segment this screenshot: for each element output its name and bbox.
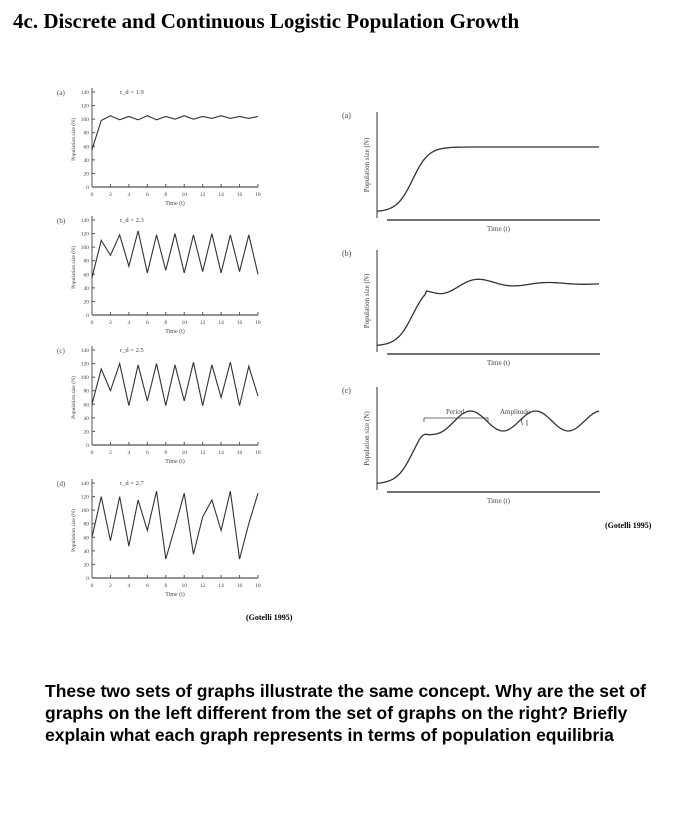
x-axis-label: Time (t) — [165, 201, 185, 207]
y-tick-label: 40 — [83, 415, 89, 422]
population-series — [92, 116, 258, 150]
x-tick-label: 10 — [181, 320, 187, 326]
y-tick-label: 100 — [80, 508, 89, 515]
population-curve — [377, 279, 599, 345]
rd-label: r_d = 1.9 — [120, 89, 144, 96]
x-tick-label: 8 — [164, 192, 168, 198]
x-tick-label: 10 — [181, 192, 187, 198]
y-axis-label: Population size (N) — [71, 246, 77, 289]
x-axis-label: Time (t) — [165, 592, 185, 598]
y-tick-label: 140 — [80, 90, 89, 96]
y-tick-label: 20 — [83, 562, 89, 569]
y-axis-label: Population size (N) — [363, 273, 371, 329]
credit-left: (Gotelli 1995) — [246, 613, 293, 622]
y-tick-label: 80 — [83, 130, 89, 137]
x-tick-label: 12 — [199, 192, 206, 198]
y-axis-label: Population size (N) — [363, 411, 371, 466]
page-title: 4c. Discrete and Continuous Logistic Population Growth — [13, 9, 520, 33]
y-tick-label: 80 — [83, 258, 89, 265]
y-tick-label: 80 — [83, 521, 89, 528]
y-tick-label: 20 — [83, 429, 89, 436]
x-tick-label: 6 — [145, 320, 149, 326]
y-axis-label: Population size (N) — [363, 137, 371, 193]
population-series — [92, 362, 258, 405]
y-tick-label: 60 — [83, 402, 89, 409]
y-tick-label: 120 — [80, 103, 89, 110]
x-tick-label: 2 — [109, 583, 112, 589]
y-tick-label: 140 — [80, 481, 89, 487]
x-tick-label: 14 — [218, 192, 224, 198]
x-tick-label: 18 — [255, 583, 261, 589]
x-tick-label: 14 — [218, 450, 224, 456]
x-tick-label: 8 — [164, 450, 168, 456]
panel-label: (b) — [342, 249, 352, 258]
y-tick-label: 140 — [80, 218, 89, 224]
x-tick-label: 16 — [236, 583, 243, 589]
x-tick-label: 12 — [199, 320, 206, 326]
y-tick-label: 60 — [83, 272, 89, 279]
x-tick-label: 18 — [255, 192, 261, 198]
rd-label: r_d = 2.7 — [120, 480, 144, 487]
x-tick-label: 0 — [90, 450, 94, 456]
y-tick-label: 20 — [83, 171, 89, 178]
x-tick-label: 8 — [164, 583, 168, 589]
x-tick-label: 16 — [236, 450, 243, 456]
x-tick-label: 10 — [181, 583, 187, 589]
x-tick-label: 2 — [109, 450, 112, 456]
y-tick-label: 120 — [80, 231, 89, 238]
y-tick-label: 100 — [80, 375, 89, 382]
y-tick-label: 120 — [80, 494, 89, 501]
x-tick-label: 6 — [145, 583, 149, 589]
x-tick-label: 6 — [145, 450, 149, 456]
rd-label: r_d = 2.3 — [120, 217, 144, 224]
panel-label: (c) — [57, 347, 65, 355]
y-tick-label: 60 — [83, 144, 89, 151]
rd-label: r_d = 2.5 — [120, 347, 144, 354]
panel-label: (a) — [57, 89, 65, 97]
period-label: Period — [446, 407, 465, 416]
x-tick-label: 4 — [127, 450, 131, 456]
x-axis-label: Time (t) — [165, 459, 185, 465]
x-tick-label: 6 — [145, 192, 149, 198]
x-tick-label: 16 — [236, 192, 243, 198]
y-tick-label: 0 — [86, 576, 89, 582]
y-tick-label: 80 — [83, 388, 89, 395]
x-tick-label: 0 — [90, 192, 94, 198]
amplitude-label: Amplitude — [500, 407, 530, 416]
x-tick-label: 18 — [255, 450, 261, 456]
x-tick-label: 8 — [164, 320, 168, 326]
x-tick-label: 2 — [109, 192, 112, 198]
question-text: These two sets of graphs illustrate the same concept. Why are the set of graphs on the left different from the set of graphs on the right? Briefly explain what each graph represents in terms of population equilibria — [45, 681, 646, 745]
y-tick-label: 0 — [86, 313, 89, 319]
x-tick-label: 10 — [181, 450, 187, 456]
x-axis-label: Time (t) — [487, 359, 510, 367]
population-curve — [377, 147, 599, 211]
x-tick-label: 4 — [127, 320, 131, 326]
x-axis-label: Time (t) — [487, 497, 510, 505]
y-tick-label: 40 — [83, 285, 89, 292]
y-axis-label: Population size (N) — [71, 509, 77, 552]
y-tick-label: 120 — [80, 361, 89, 368]
x-tick-label: 4 — [127, 583, 131, 589]
panel-label: (b) — [57, 217, 66, 225]
x-tick-label: 12 — [199, 450, 206, 456]
y-tick-label: 60 — [83, 535, 89, 542]
x-tick-label: 14 — [218, 320, 224, 326]
y-tick-label: 40 — [83, 548, 89, 555]
x-tick-label: 14 — [218, 583, 224, 589]
x-tick-label: 2 — [109, 320, 112, 326]
x-axis-label: Time (t) — [165, 329, 185, 335]
x-tick-label: 0 — [90, 320, 94, 326]
y-tick-label: 140 — [80, 348, 89, 354]
panel-label: (d) — [57, 480, 66, 488]
x-tick-label: 16 — [236, 320, 243, 326]
x-axis-label: Time (t) — [487, 225, 510, 233]
panel-label: (c) — [342, 386, 351, 395]
y-axis-label: Population size (N) — [71, 118, 77, 161]
y-tick-label: 100 — [80, 117, 89, 124]
population-series — [92, 231, 258, 278]
x-tick-label: 18 — [255, 320, 261, 326]
x-tick-label: 0 — [90, 583, 94, 589]
x-tick-label: 4 — [127, 192, 131, 198]
y-tick-label: 20 — [83, 299, 89, 306]
x-tick-label: 12 — [199, 583, 206, 589]
y-tick-label: 100 — [80, 245, 89, 252]
y-tick-label: 40 — [83, 157, 89, 164]
population-series — [92, 491, 258, 559]
panel-label: (a) — [342, 111, 351, 120]
credit-right: (Gotelli 1995) — [605, 521, 652, 530]
y-tick-label: 0 — [86, 185, 89, 191]
amplitude-bracket — [522, 417, 528, 426]
y-axis-label: Population size (N) — [71, 376, 77, 419]
y-tick-label: 0 — [86, 443, 89, 449]
